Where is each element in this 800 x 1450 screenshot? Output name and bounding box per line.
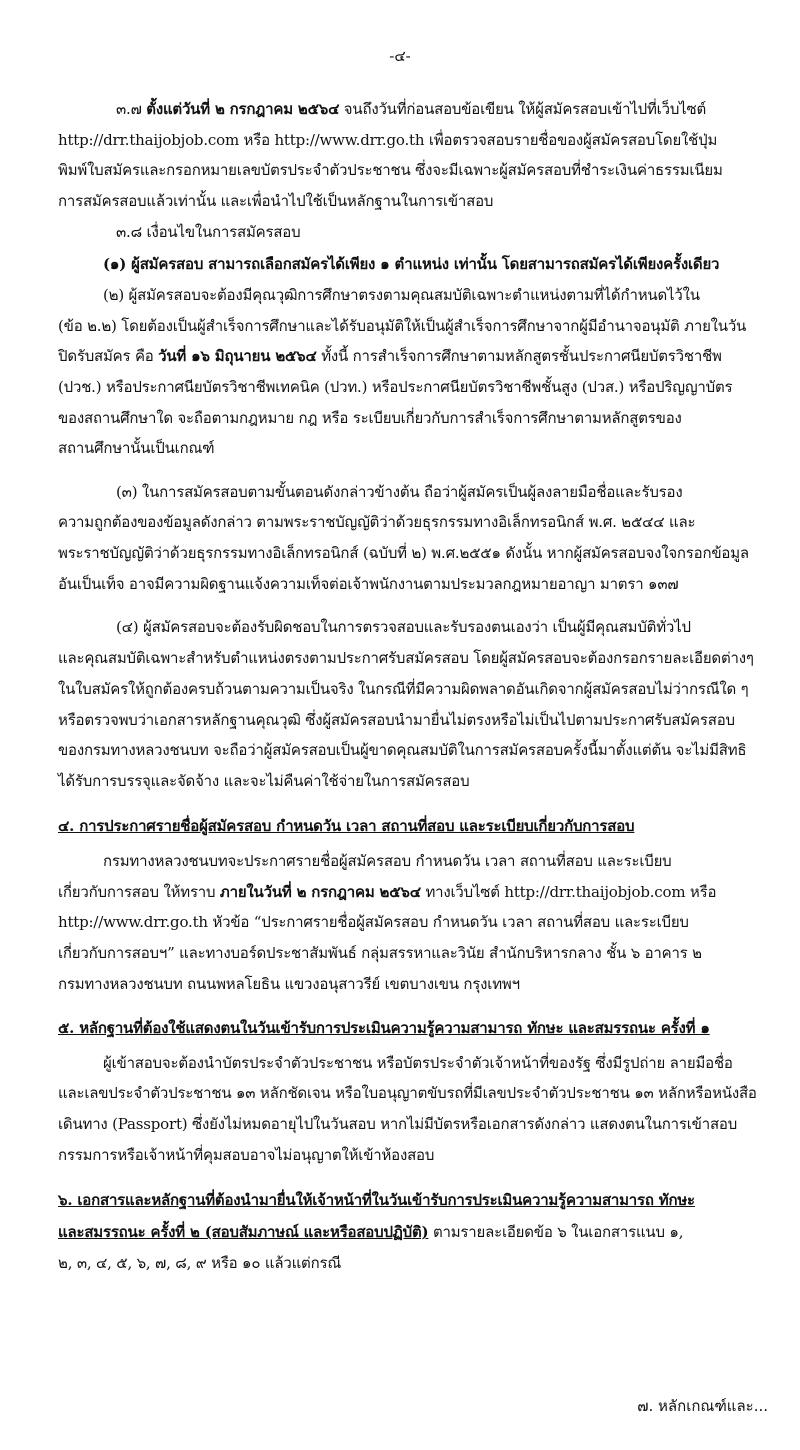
s4-heading: ๔. การประกาศรายชื่อผู้สมัครสอบ กำหนดวัน เวลา สถานที่สอบ และระเบียบเกี่ยวกับการสอบ [58,817,635,835]
s3-8-item-4-line-1: (๔) ผู้สมัครสอบจะต้องรับผิดชอบในการตรวจสอบและรับรองตนเองว่า เป็นผู้มีคุณสมบัติทั่วไป [116,618,691,636]
s4-text-b: ทางเว็บไซต์ http://drr.thaijobjob.com หรือ [420,883,717,901]
s3-8-item-2-line-3 [58,346,722,366]
s3-8-item-3-line-2: ความถูกต้องของข้อมูลดังกล่าว ตามพระราชบัญญัติว่าด้วยธุรกรรมทางอิเล็กทรอนิกส์ พ.ศ. ๒๕๔๔ และ [58,513,696,531]
s4-line-4: เกี่ยวกับการสอบฯ” และทางบอร์ดประชาสัมพันธ์ กลุ่มสรรหาและวินัย สำนักบริหารกลาง ชั้น ๖ อาคาร ๒ [58,944,702,962]
s3-8-item-4-line-3: ในใบสมัครให้ถูกต้องครบถ้วนตามความเป็นจริง ในกรณีที่มีความผิดพลาดอันเกิดจากผู้สมัครสอบไม่ว่ากรณีใด ๆ [58,680,749,698]
s3-8-item-2-line-2: (ข้อ ๒.๒) โดยต้องเป็นผู้สำเร็จการศึกษาและได้รับอนุมัติให้เป็นผู้สำเร็จการศึกษาจากผู้มีอำนาจอนุมัติ ภายในวัน [58,317,747,335]
s3-8-item-2-line-6: สถานศึกษานั้นเป็นเกณฑ์ [58,439,215,457]
s3-8-item-4-line-4: หรือตรวจพบว่าเอกสารหลักฐานคุณวุฒิ ซึ่งผู้สมัครสอบนำมายื่นไม่ตรงหรือไม่เป็นไปตามประกาศรับสมัครสอบ [58,711,735,729]
s3-7-date: ตั้งแต่วันที่ ๒ กรกฎาคม ๒๕๖๔ [146,100,340,118]
s3-7-number: ๓.๗ [116,100,147,118]
s3-7-line-3: พิมพ์ใบสมัครและกรอกหมายเลขบัตรประจำตัวประชาชน ซึ่งจะมีเฉพาะผู้สมัครสอบที่ชำระเงินค่าธรรมเนียม [58,161,723,179]
s4-line-2 [58,882,716,902]
s3-8-item-4-line-6: ได้รับการบรรจุและจัดจ้าง และจะไม่คืนค่าใช้จ่ายในการสมัครสอบ [58,772,470,790]
s4-announce-date: ภายในวันที่ ๒ กรกฎาคม ๒๕๖๔ [219,883,421,901]
s4-line-3: http://www.drr.go.th หัวข้อ “ประกาศรายชื่อผู้สมัครสอบ กำหนดวัน เวลา สถานที่สอบ และระเบียบ [58,913,689,931]
s5-line-4: กรรมการหรือเจ้าหน้าที่คุมสอบอาจไม่อนุญาตให้เข้าห้องสอบ [58,1146,435,1164]
s3-8-closing-date: วันที่ ๑๖ มิถุนายน ๒๕๖๔ [158,347,317,365]
s5-line-1: ผู้เข้าสอบจะต้องนำบัตรประจำตัวประชาชน หรือบัตรประจำตัวเจ้าหน้าที่ของรัฐ ซึ่งมีรูปถ่าย ลายมือชื่อ [103,1054,733,1072]
s3-8-item-3-line-4: อันเป็นเท็จ อาจมีความผิดฐานแจ้งความเท็จต่อเจ้าพนักงานตามประมวลกฎหมายอาญา มาตรา ๑๓๗ [58,575,679,593]
s5-line-2: และเลขประจำตัวประชาชน ๑๓ หลักชัดเจน หรือใบอนุญาตขับรถที่มีเลขประจำตัวประชาชน ๑๓ หลักหรือหนังสือ [58,1084,757,1102]
s3-8-item-2-line-4: (ปวช.) หรือประกาศนียบัตรวิชาชีพเทคนิค (ปวท.) หรือประกาศนียบัตรวิชาชีพชั้นสูง (ปวส.) หรือปริญญาบัตร [58,378,733,396]
s5-heading: ๕. หลักฐานที่ต้องใช้แสดงตนในวันเข้ารับการประเมินความรู้ความสามารถ ทักษะ และสมรรถนะ ครั้งที่ ๑ [58,1019,710,1037]
s3-8-item-2-line-1: (๒) ผู้สมัครสอบจะต้องมีคุณวุฒิการศึกษาตรงตามคุณสมบัติเฉพาะตำแหน่งตามที่ได้กำหนดไว้ใน [103,286,700,304]
s4-text-a: เกี่ยวกับการสอบ ให้ทราบ [58,883,220,901]
s3-8-item-4-line-2: และคุณสมบัติเฉพาะสำหรับตำแหน่งตรงตามประกาศรับสมัครสอบ โดยผู้สมัครสอบจะต้องกรอกรายละเอียดต่างๆ [58,649,754,667]
s3-8-item-4-line-5: ของกรมทางหลวงชนบท จะถือว่าผู้สมัครสอบเป็นผู้ขาดคุณสมบัติในการสมัครสอบครั้งนี้มาตั้งแต่ต้น จะไม่มีสิทธิ [58,741,747,759]
s3-8-item-2-line-5: ของสถานศึกษาใด จะถือตามกฎหมาย กฎ หรือ ระเบียบเกี่ยวกับการสำเร็จการศึกษาตามหลักสูตรของ [58,409,682,427]
s6-text: ตามรายละเอียดข้อ ๖ ในเอกสารแนบ ๑, [428,1223,684,1241]
s3-8-heading: ๓.๘ เงื่อนไขในการสมัครสอบ [116,223,301,241]
s6-heading-line-1: ๖. เอกสารและหลักฐานที่ต้องนำมายื่นให้เจ้าหน้าที่ในวันเข้ารับการประเมินความรู้ความสามารถ ทักษะ [58,1191,695,1209]
s6-line-2 [58,1222,683,1242]
s5-line-3: เดินทาง (Passport) ซึ่งยังไม่หมดอายุไปในวันสอบ หากไม่มีบัตรหรือเอกสารดังกล่าว แสดงตนในการเข้าสอบ [58,1115,738,1133]
s3-8-item-1: (๑) ผู้สมัครสอบ สามารถเลือกสมัครได้เพียง ๑ ตำแหน่ง เท่านั้น โดยสามารถสมัครได้เพียงครั้งเดียว [103,255,720,273]
s3-7-line-2: http://drr.thaijobjob.com หรือ http://www.drr.go.th เพื่อตรวจสอบรายชื่อของผู้สมัครสอบโดยใช้ปุ่ม [58,131,718,149]
s3-8-item-2-text-a: ปิดรับสมัคร คือ [58,347,159,365]
s6-heading-line-2: และสมรรถนะ ครั้งที่ ๒ (สอบสัมภาษณ์ และหรือสอบปฏิบัติ) [58,1223,429,1241]
s3-7-line-1 [116,99,706,119]
page-number: -๔- [389,47,411,65]
s6-line-3: ๒, ๓, ๔, ๕, ๖, ๗, ๘, ๙ หรือ ๑๐ แล้วแต่กรณี [58,1254,342,1272]
s4-line-1: กรมทางหลวงชนบทจะประกาศรายชื่อผู้สมัครสอบ กำหนดวัน เวลา สถานที่สอบ และระเบียบ [103,852,672,870]
continuation-footer: ๗. หลักเกณฑ์และ... [637,1397,768,1415]
s3-8-item-3-line-1: (๓) ในการสมัครสอบตามขั้นตอนดังกล่าวข้างต้น ถือว่าผู้สมัครเป็นผู้ลงลายมือชื่อและรับรอง [116,483,683,501]
s3-7-line-4: การสมัครสอบแล้วเท่านั้น และเพื่อนำไปใช้เป็นหลักฐานในการเข้าสอบ [58,192,494,210]
s4-line-5: กรมทางหลวงชนบท ถนนพหลโยธิน แขวงอนุสาวรีย์ เขตบางเขน กรุงเทพฯ [58,975,520,993]
s3-8-item-2-text-b: ทั้งนี้ การสำเร็จการศึกษาตามหลักสูตรชั้นประกาศนียบัตรวิชาชีพ [316,347,722,365]
s3-8-item-3-line-3: พระราชบัญญัติว่าด้วยธุรกรรมทางอิเล็กทรอนิกส์ (ฉบับที่ ๒) พ.ศ.๒๕๕๑ ดังนั้น หากผู้สมัครสอบจงใจกรอกข้อมูล [58,544,749,562]
s3-7-text: จนถึงวันที่ก่อนสอบข้อเขียน ให้ผู้สมัครสอบเข้าไปที่เว็บไซต์ [339,100,707,118]
